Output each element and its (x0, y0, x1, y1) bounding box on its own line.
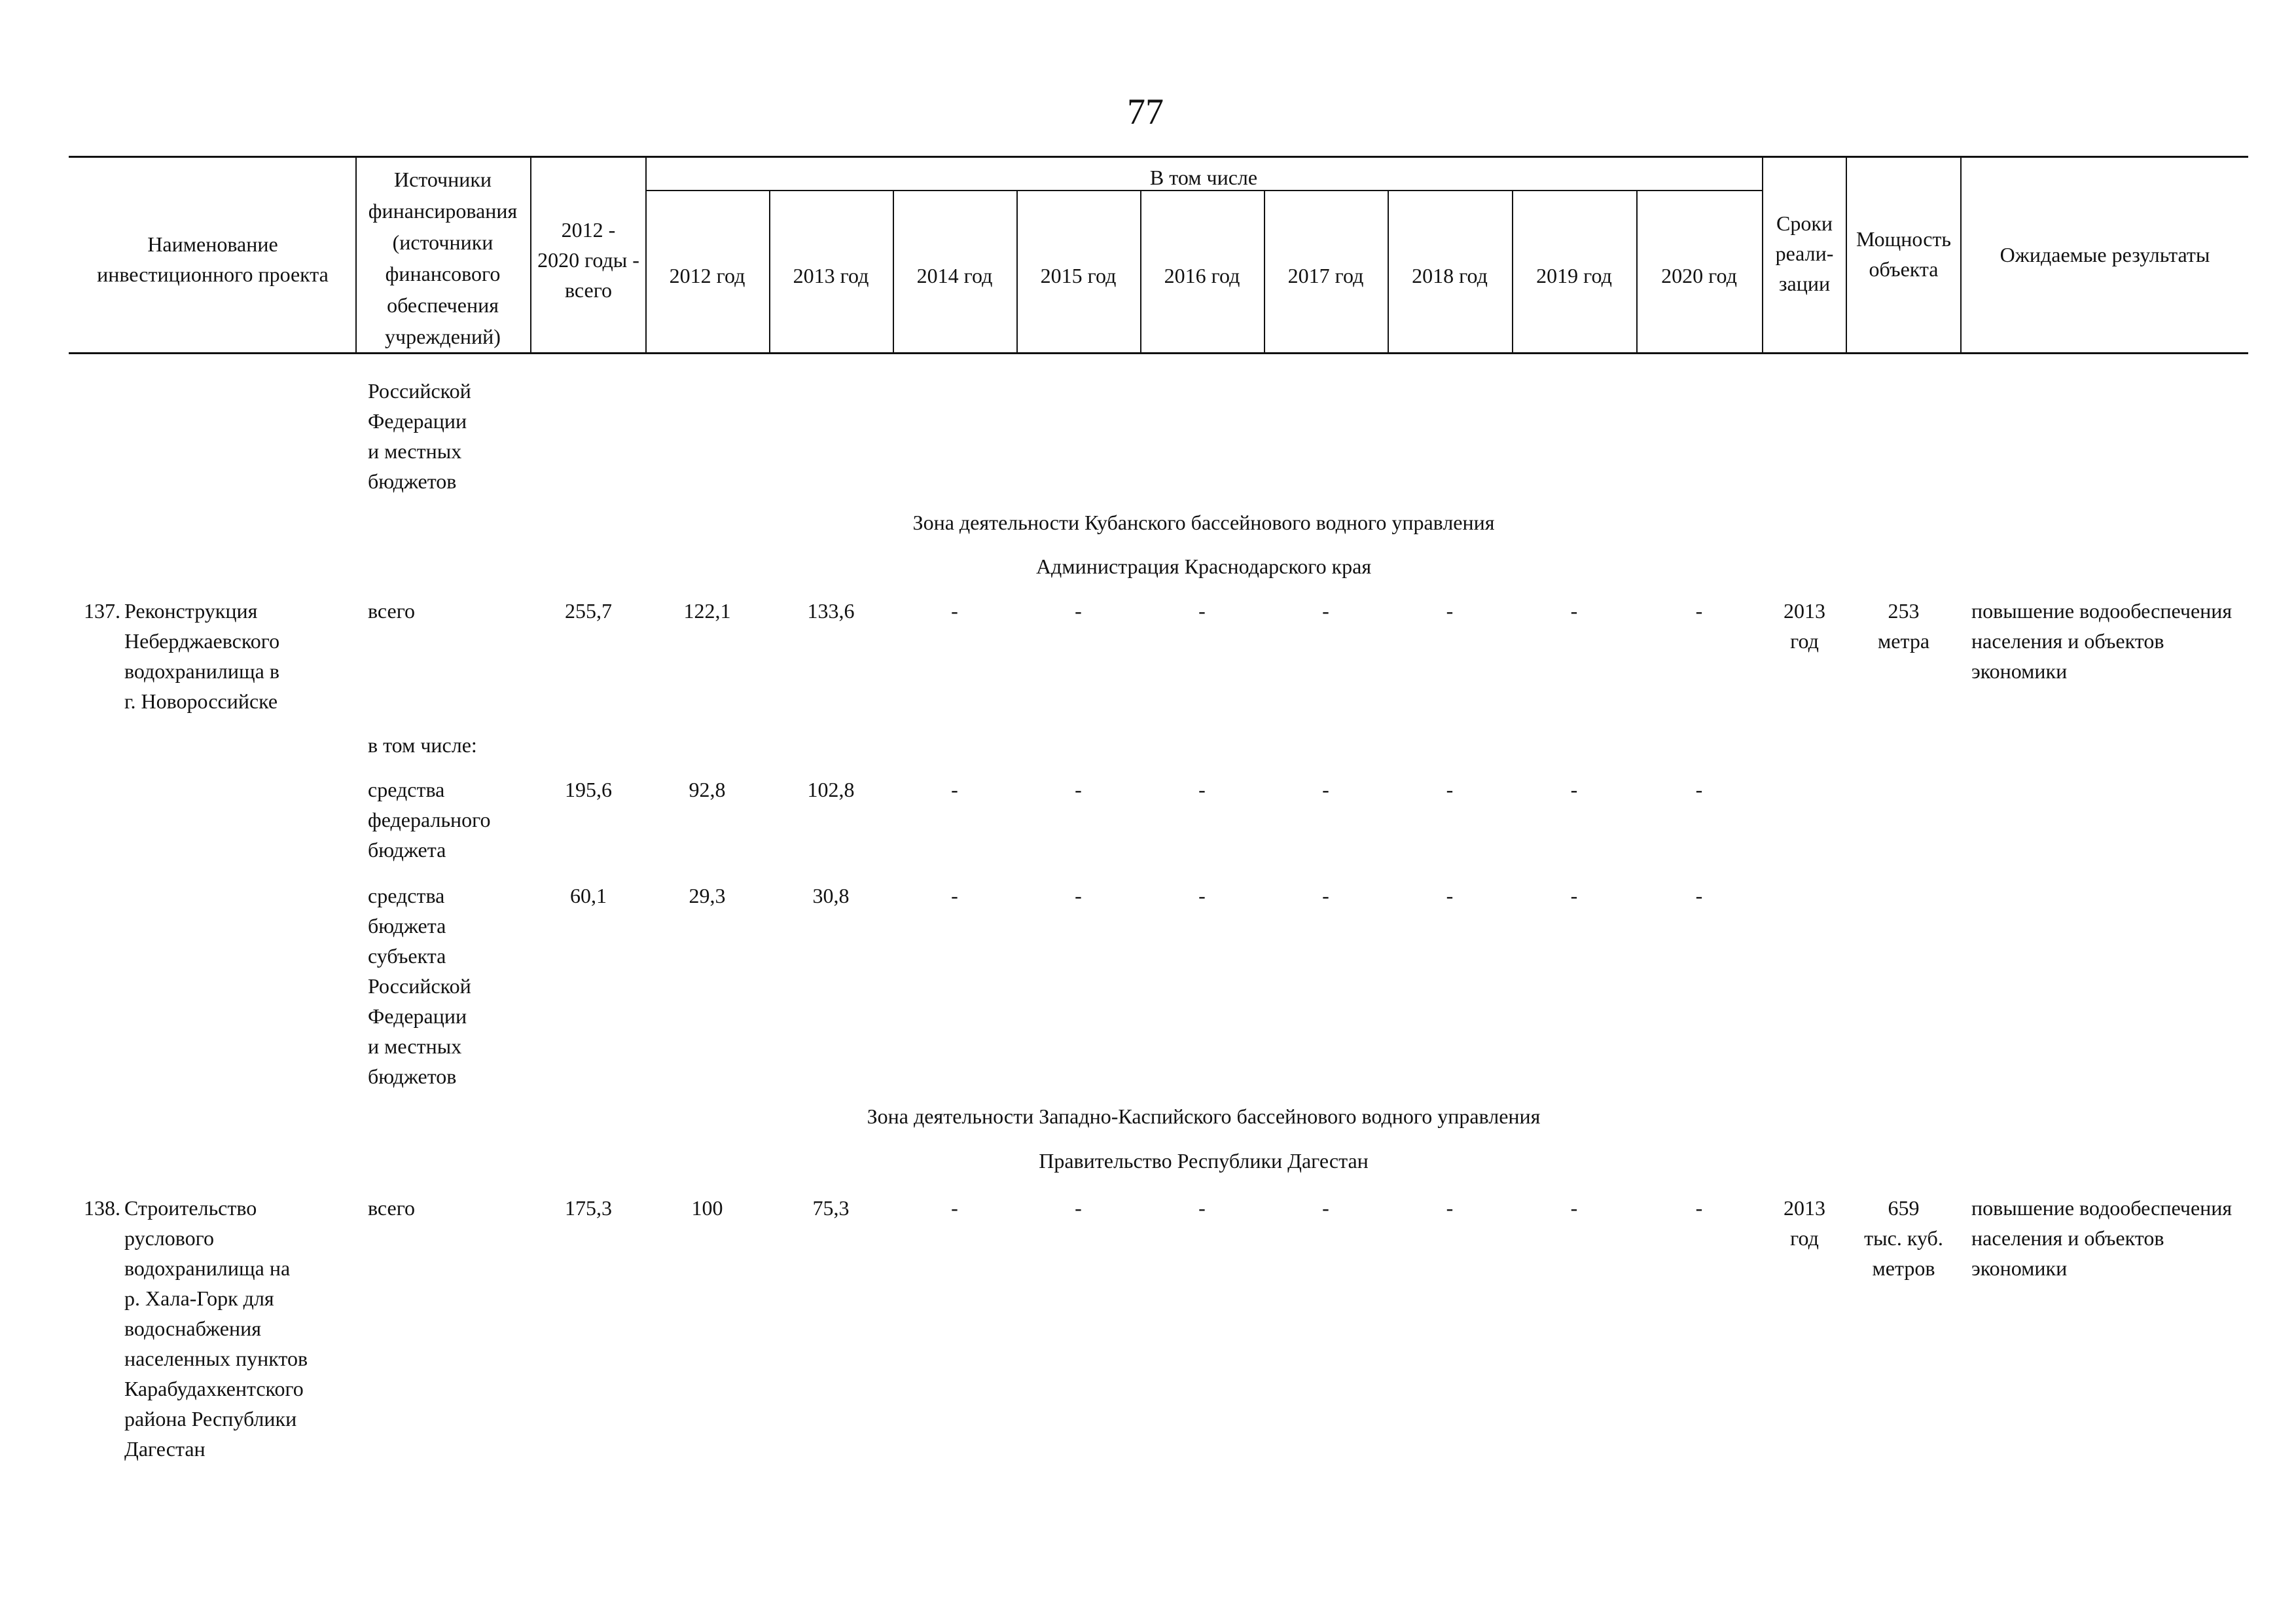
value-year: 75,3 (812, 1196, 850, 1220)
value-year: - (951, 778, 958, 801)
value-year: 29,3 (689, 884, 726, 907)
header-top-rule (69, 156, 2248, 158)
value-year: - (1322, 1196, 1329, 1220)
value-total: 175,3 (565, 1196, 612, 1220)
header-year: 2015 год (1040, 264, 1117, 287)
header-year: 2016 год (1164, 264, 1240, 287)
value-year: - (1075, 599, 1082, 623)
value-year: - (1446, 599, 1454, 623)
value-year: - (1570, 1196, 1578, 1220)
expected-results: повышение водообеспечения населения и объектов экономики (1971, 1196, 2233, 1280)
facility-capacity: 253 метра (1877, 599, 1930, 653)
header-year-group: В том числе (1149, 166, 1258, 189)
header-year: 2019 год (1536, 264, 1612, 287)
value-year: - (1322, 884, 1329, 907)
value-year: - (951, 884, 958, 907)
value-year: - (1570, 778, 1578, 801)
zone-title: Зона деятельности Кубанского бассейнового водного управления (912, 511, 1495, 534)
header-year: 2014 год (916, 264, 993, 287)
value-year: 102,8 (807, 778, 855, 801)
project-name: Реконструкция Неберджаевского водохранилища в г. Новороссийске (124, 599, 280, 713)
value-year: - (1446, 778, 1454, 801)
header-capacity: Мощность объекта (1856, 227, 1951, 281)
header-year: 2012 год (669, 264, 745, 287)
value-year: - (1075, 778, 1082, 801)
header-year: 2013 год (793, 264, 869, 287)
value-year: - (1322, 599, 1329, 623)
value-year: - (1075, 1196, 1082, 1220)
header-terms: Сроки реали- зации (1775, 211, 1834, 295)
value-total: 195,6 (565, 778, 612, 801)
page-number: 77 (1127, 92, 1164, 132)
facility-capacity: 659 тыс. куб. метров (1864, 1196, 1943, 1280)
header-funding-source: Источники финансирования (источники финансового обеспечения учреждений) (368, 168, 518, 348)
value-year: 100 (691, 1196, 723, 1220)
value-year: - (1322, 778, 1329, 801)
administration-title: Администрация Краснодарского края (1035, 555, 1372, 578)
header-total: 2012 - 2020 годы - всего (537, 218, 639, 302)
header-results: Ожидаемые результаты (2000, 243, 2210, 266)
header-year: 2018 год (1412, 264, 1488, 287)
value-year: - (1695, 1196, 1703, 1220)
value-year: - (951, 1196, 958, 1220)
value-year: 122,1 (683, 599, 731, 623)
administration-title: Правительство Республики Дагестан (1039, 1149, 1369, 1173)
funding-source: средства бюджета субъекта Российской Федерации и местных бюджетов (368, 884, 471, 1088)
carryover-funding-source: Российской Федерации и местных бюджетов (368, 379, 471, 493)
project-number: 138. (84, 1196, 120, 1220)
header-year: 2017 год (1287, 264, 1364, 287)
value-year: 30,8 (812, 884, 850, 907)
value-year: - (1695, 884, 1703, 907)
value-year: - (1570, 599, 1578, 623)
value-year: 92,8 (689, 778, 726, 801)
project-name: Строительство руслового водохранилища на р. Хала-Горк для водоснабжения населенных пунктов Карабудахкентского района Республики Дагестан (124, 1196, 308, 1461)
header-bottom-rule (69, 352, 2248, 354)
value-year: - (1570, 884, 1578, 907)
implementation-terms: 2013 год (1784, 599, 1825, 653)
zone-title: Зона деятельности Западно-Каспийского бассейнового водного управления (867, 1104, 1541, 1128)
value-year: - (1695, 778, 1703, 801)
value-year: - (1075, 884, 1082, 907)
header-year: 2020 год (1661, 264, 1737, 287)
funding-source: всего (368, 1196, 416, 1220)
value-year: - (1198, 1196, 1206, 1220)
implementation-terms: 2013 год (1784, 1196, 1825, 1250)
header-project-name: Наименование инвестиционного проекта (97, 232, 329, 286)
value-year: - (1198, 884, 1206, 907)
funding-source: средства федерального бюджета (368, 778, 491, 862)
value-year: 133,6 (807, 599, 855, 623)
value-year: - (1446, 884, 1454, 907)
value-year: - (1198, 778, 1206, 801)
expected-results: повышение водообеспечения населения и объектов экономики (1971, 599, 2233, 683)
value-total: 255,7 (565, 599, 612, 623)
value-total: 60,1 (570, 884, 607, 907)
project-number: 137. (84, 599, 120, 623)
in-that-number-label: в том числе: (368, 733, 477, 757)
value-year: - (1198, 599, 1206, 623)
value-year: - (951, 599, 958, 623)
value-year: - (1446, 1196, 1454, 1220)
value-year: - (1695, 599, 1703, 623)
funding-source: всего (368, 599, 416, 623)
